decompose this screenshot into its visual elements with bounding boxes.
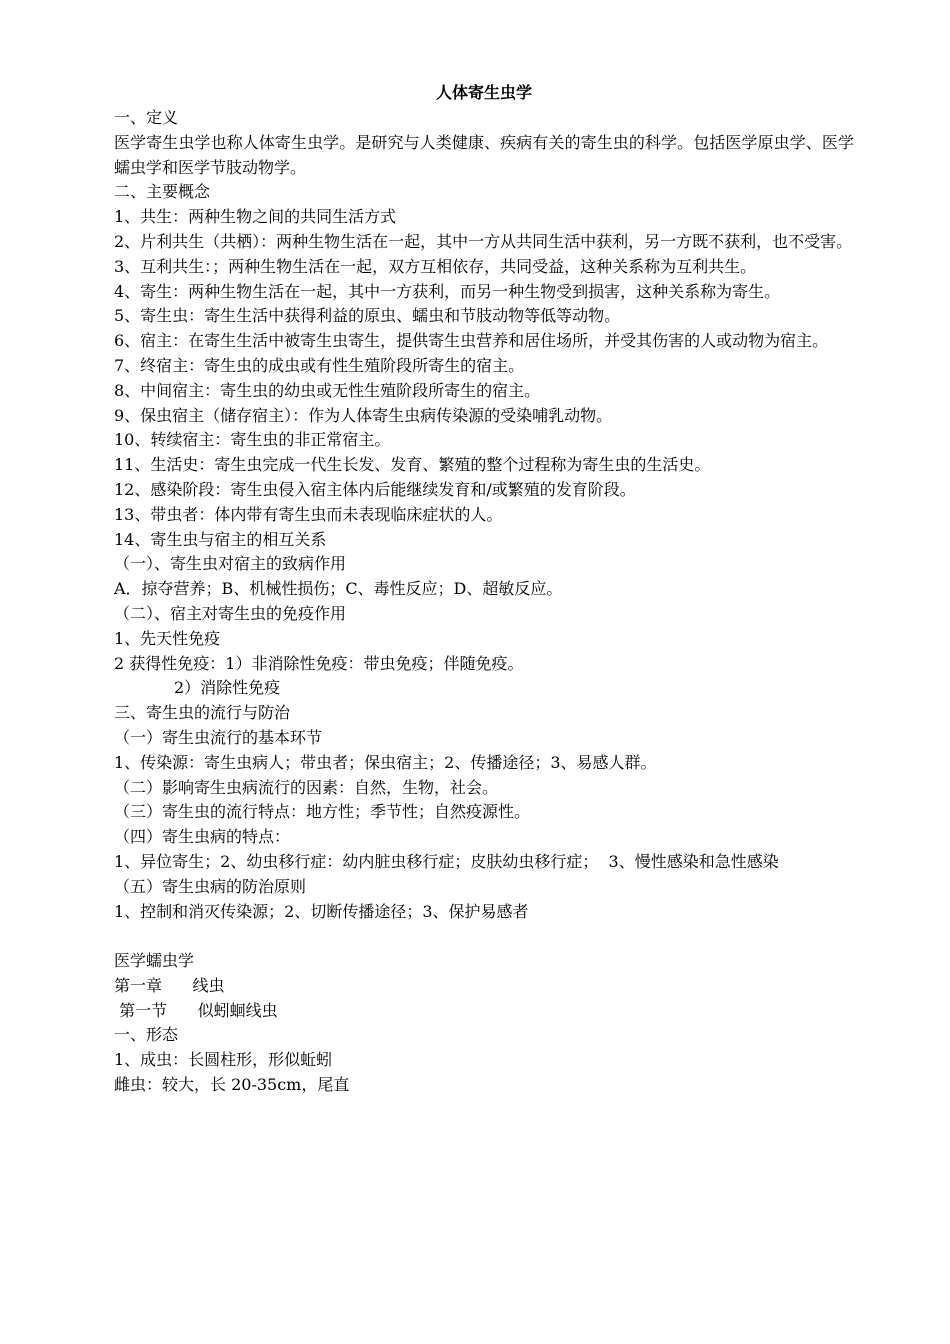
list-item: 雌虫：较大，长 20-35cm，尾直 [114, 1075, 350, 1095]
list-item: 1、传染源：寄生虫病人；带虫者；保虫宿主；2、传播途径；3、易感人群。 [114, 752, 657, 772]
concept-item: 2、片利共生（共栖）：两种生物生活在一起，其中一方从共同生活中获利，另一方既不获利，也不受害。 [114, 231, 853, 251]
concept-item: 12、感染阶段：寄生虫侵入宿主体内后能继续发育和/或繁殖的发育阶段。 [114, 479, 636, 499]
concept-item: 11、生活史：寄生虫完成一代生长发、发育、繁殖的整个过程称为寄生虫的生活史。 [114, 455, 711, 475]
subsection-heading: （一）、寄生虫对宿主的致病作用 [114, 554, 347, 574]
subsection-heading: 一、形态 [114, 1025, 179, 1045]
section-heading: 第一节 似蚓蛔线虫 [114, 1000, 278, 1020]
concept-item: 1、共生：两种生物之间的共同生活方式 [114, 207, 397, 227]
concept-item: 8、中间宿主：寄生虫的幼虫或无性生殖阶段所寄生的宿主。 [114, 380, 541, 400]
concept-item: 3、互利共生：；两种生物生活在一起，双方互相依存，共同受益，这种关系称为互利共生。 [114, 256, 757, 276]
section-heading-definition: 一、定义 [114, 108, 179, 127]
document-title: 人体寄生虫学 [435, 83, 532, 102]
list-item: 2）消除性免疫 [174, 678, 281, 698]
subsection-heading: （四）寄生虫病的特点： [114, 827, 291, 847]
concept-item: 14、寄生虫与宿主的相互关系 [114, 529, 327, 549]
list-item: 1、异位寄生；2、幼虫移行症：幼内脏虫移行症；皮肤幼虫移行症； 3、慢性感染和急性感染 [114, 851, 779, 871]
definition-paragraph: 医学寄生虫学也称人体寄生虫学。是研究与人类健康、疾病有关的寄生虫的科学。包括医学原虫学、医学蠕虫学和医学节肢动物学。 [114, 132, 854, 177]
list-item: A．掠夺营养；B、机械性损伤；C、毒性反应；D、超敏反应。 [114, 579, 563, 599]
chapter-heading: 第一章 线虫 [114, 975, 225, 995]
list-item: 1、成虫：长圆柱形，形似蚯蚓 [114, 1050, 333, 1070]
list-item: 2 获得性免疫：1）非消除性免疫：带虫免疫；伴随免疫。 [114, 653, 524, 673]
subsection-heading: （三）寄生虫的流行特点：地方性；季节性；自然疫源性。 [114, 802, 531, 822]
concept-item: 6、宿主：在寄生生活中被寄生虫寄生，提供寄生虫营养和居住场所，并受其伤害的人或动物为宿主。 [114, 331, 829, 351]
subsection-heading: （二）影响寄生虫病流行的因素：自然，生物，社会。 [114, 777, 499, 797]
concept-item: 9、保虫宿主（储存宿主）：作为人体寄生虫病传染源的受染哺乳动物。 [114, 405, 613, 425]
part-heading-helminthology: 医学蠕虫学 [114, 951, 195, 971]
concept-item: 7、终宿主：寄生虫的成虫或有性生殖阶段所寄生的宿主。 [114, 355, 525, 375]
concept-item: 5、寄生虫：寄生生活中获得利益的原虫、蠕虫和节肢动物等低等动物。 [114, 306, 621, 326]
blank-line [114, 924, 854, 949]
document-page [114, 80, 854, 1098]
subsection-heading: （五）寄生虫病的防治原则 [114, 876, 307, 896]
list-item: 1、先天性免疫 [114, 628, 221, 648]
list-item: 1、控制和消灭传染源；2、切断传播途径；3、保护易感者 [114, 901, 529, 921]
concept-item: 13、带虫者：体内带有寄生虫而未表现临床症状的人。 [114, 504, 503, 524]
section-heading-epidemiology: 三、寄生虫的流行与防治 [114, 703, 291, 723]
subsection-heading: （一）寄生虫流行的基本环节 [114, 727, 323, 747]
section-heading-concepts: 二、主要概念 [114, 182, 211, 202]
subsection-heading: （二）、宿主对寄生虫的免疫作用 [114, 603, 347, 623]
concept-item: 10、转续宿主：寄生虫的非正常宿主。 [114, 430, 391, 450]
concept-item: 4、寄生：两种生物生活在一起，其中一方获利，而另一种生物受到损害，这种关系称为寄生。 [114, 281, 781, 301]
